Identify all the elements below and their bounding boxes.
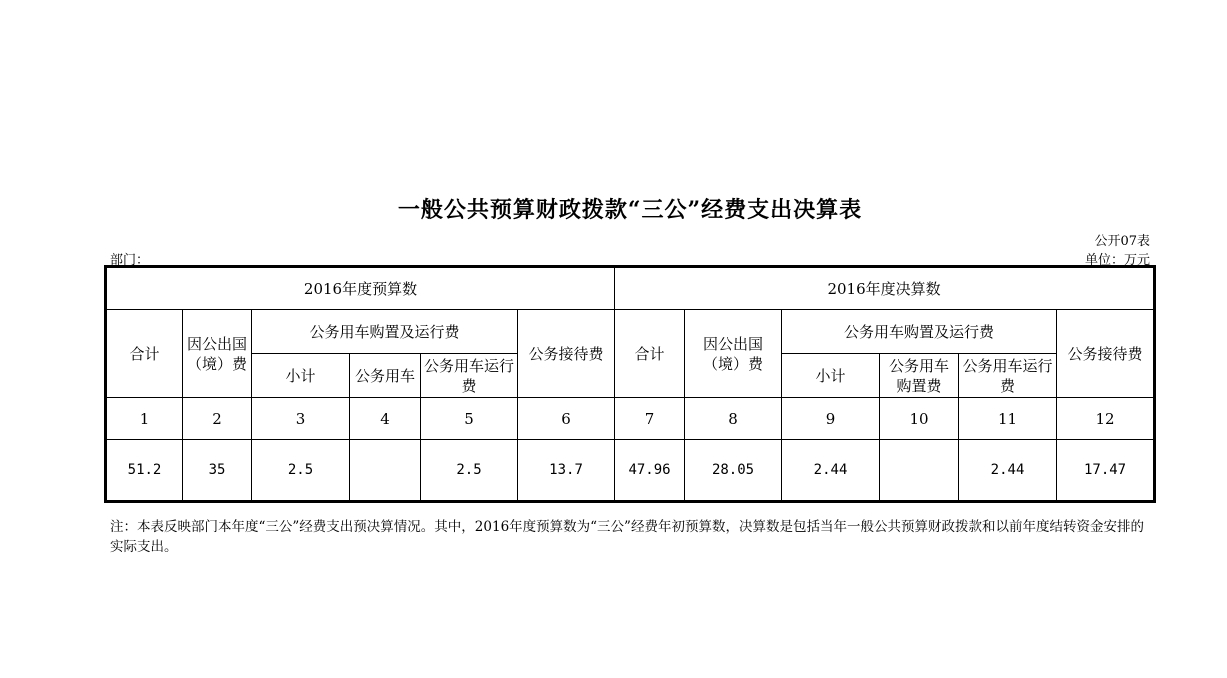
index-cell: 5 [421,398,518,440]
col-subtotal-final: 小计 [782,354,880,398]
value-cell: 17.47 [1057,440,1155,502]
col-abroad-budget: 因公出国（境）费 [183,310,252,398]
value-cell: 2.44 [782,440,880,502]
col-reception-final: 公务接待费 [1057,310,1155,398]
value-cell: 13.7 [518,440,615,502]
value-cell: 2.5 [252,440,350,502]
col-subtotal-budget: 小计 [252,354,350,398]
col-reception-budget: 公务接待费 [518,310,615,398]
col-total-budget: 合计 [106,310,183,398]
value-cell [350,440,421,502]
col-vehicle-purchase-budget: 公务用车 [350,354,421,398]
index-cell: 12 [1057,398,1155,440]
data-row [106,440,1155,502]
value-cell: 51.2 [106,440,183,502]
col-abroad-final: 因公出国（境）费 [685,310,782,398]
page-title: 一般公共预算财政拨款“三公”经费支出决算表 [397,197,863,223]
footnote: 注：本表反映部门本年度“三公”经费支出预决算情况。其中，2016年度预算数为“三公”经费年初预算数，决算数是包括当年一般公共预算财政拨款和以前年度结转资金安排的实际支出。 [110,519,1144,555]
col-vehicle-final: 公务用车购置及运行费 [782,310,1057,354]
value-cell [880,440,959,502]
index-cell: 11 [959,398,1057,440]
value-cell: 2.44 [959,440,1057,502]
unit-label: 单位：万元 [1084,253,1150,268]
index-cell: 10 [880,398,959,440]
col-vehicle-budget: 公务用车购置及运行费 [252,310,518,354]
index-cell: 6 [518,398,615,440]
col-vehicle-operation-budget: 公务用车运行费 [421,354,518,398]
department-label: 部门： [110,253,150,268]
budget-header: 2016年度预算数 [106,267,615,310]
index-cell: 3 [252,398,350,440]
index-cell: 1 [106,398,183,440]
col-total-final: 合计 [615,310,685,398]
expenditure-table [104,265,1156,503]
index-cell: 4 [350,398,421,440]
value-cell: 28.05 [685,440,782,502]
index-cell: 8 [685,398,782,440]
final-header: 2016年度决算数 [615,267,1155,310]
index-row [106,398,1155,440]
col-vehicle-operation-final: 公务用车运行费 [959,354,1057,398]
value-cell: 35 [183,440,252,502]
col-vehicle-purchase-final: 公务用车购置费 [880,354,959,398]
index-cell: 2 [183,398,252,440]
index-cell: 9 [782,398,880,440]
form-number: 公开07表 [1094,234,1150,249]
value-cell: 47.96 [615,440,685,502]
value-cell: 2.5 [421,440,518,502]
index-cell: 7 [615,398,685,440]
